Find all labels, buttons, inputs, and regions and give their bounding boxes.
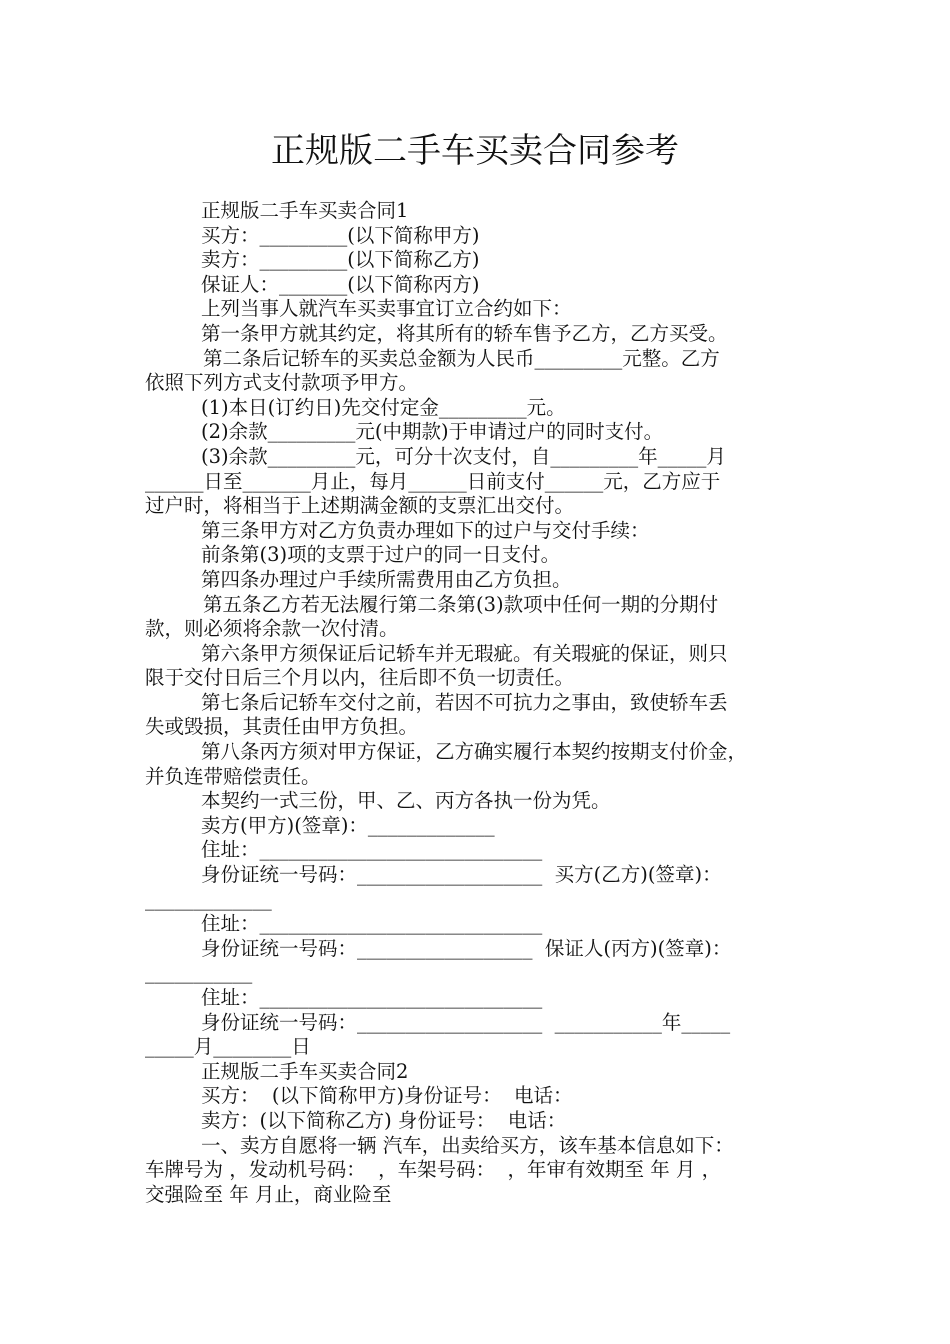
contract-2-clause-1-cont-line: 车牌号为 ，发动机号码： ，车架号码： ，年审有效期至 年 月 ， bbox=[145, 1158, 722, 1182]
buyer-line: 买方：_________(以下简称甲方) bbox=[201, 223, 480, 247]
seller-line: 卖方：_________(以下简称乙方) bbox=[201, 248, 480, 272]
seller-signature-line: 卖方(甲方)(签章)：_____________ bbox=[201, 813, 495, 837]
payment-2-line: (2)余款_________元(中期款)于申请过户的同时支付。 bbox=[201, 420, 664, 444]
article-6-line: 第六条甲方须保证后记轿车并无瑕疵。有关瑕疵的保证，则只 bbox=[201, 641, 728, 665]
article-3-detail-line: 前条第(3)项的支票于过户的同一日支付。 bbox=[201, 543, 561, 567]
payment-1-line: (1)本日(订约日)先交付定金_________元。 bbox=[201, 395, 566, 419]
article-8-line: 第八条丙方须对甲方保证，乙方确实履行本契约按期支付价金， bbox=[201, 740, 748, 764]
article-7-line: 第七条后记轿车交付之前，若因不可抗力之事由，致使轿车丢 bbox=[201, 690, 728, 714]
article-4-line: 第四条办理过户手续所需费用由乙方负担。 bbox=[201, 567, 572, 591]
article-7-cont-line: 失或毁损，其责任由甲方负担。 bbox=[145, 715, 419, 739]
copies-line: 本契约一式三份，甲、乙、丙方各执一份为凭。 bbox=[201, 789, 611, 813]
buyer-signature-blank-line: _____________ bbox=[145, 887, 272, 911]
article-8-cont-line: 并负连带赔偿责任。 bbox=[145, 764, 321, 788]
article-5-cont-line: 款，则必须将余款一次付清。 bbox=[145, 617, 399, 641]
buyer-id-line: 身份证统一号码：__________________ 保证人(丙方)(签章)： bbox=[201, 936, 732, 960]
article-3-line: 第三条甲方对乙方负责办理如下的过户与交付手续： bbox=[201, 518, 650, 542]
guarantor-id-line: 身份证统一号码：___________________ ___________年_____ bbox=[201, 1010, 731, 1034]
contract-1-heading: 正规版二手车买卖合同1 bbox=[201, 199, 409, 222]
seller-address-line: 住址：_____________________________ bbox=[201, 838, 543, 862]
payment-3-cont2-line: 过户时，将相当于上述期满金额的支票汇出交付。 bbox=[145, 494, 575, 518]
contract-2-clause-1-cont2-line: 交强险至 年 月止，商业险至 bbox=[145, 1182, 392, 1206]
article-1-line: 第一条甲方就其约定，将其所有的轿车售予乙方，乙方买受。 bbox=[201, 321, 728, 345]
contract-2-buyer-line: 买方： (以下简称甲方)身份证号： 电话： bbox=[201, 1084, 573, 1108]
article-2-cont-line: 依照下列方式支付款项予甲方。 bbox=[145, 371, 419, 395]
document-body bbox=[145, 199, 810, 1207]
contract-2-clause-1-line: 一、卖方自愿将一辆 汽车，出卖给买方，该车基本信息如下： bbox=[201, 1133, 734, 1157]
document-title: 正规版二手车买卖合同参考 bbox=[271, 131, 679, 171]
guarantor-signature-blank-line: ___________ bbox=[145, 961, 253, 985]
date-line: _____月________日 bbox=[145, 1035, 311, 1059]
article-5-line: 第五条乙方若无法履行第二条第(3)款项中任何一期的分期付 bbox=[203, 592, 719, 616]
preamble-line: 上列当事人就汽车买卖事宜订立合约如下： bbox=[201, 297, 572, 321]
seller-id-line: 身份证统一号码：___________________ 买方(乙方)(签章)： bbox=[201, 863, 722, 887]
buyer-address-line: 住址：_____________________________ bbox=[201, 912, 543, 936]
contract-2-heading: 正规版二手车买卖合同2 bbox=[201, 1059, 409, 1083]
payment-3-cont-line: ______日至_______月止，每月______日前支付______元，乙方应于 bbox=[145, 469, 721, 493]
article-6-cont-line: 限于交付日后三个月以内，往后即不负一切责任。 bbox=[145, 666, 575, 690]
payment-3-line: (3)余款_________元，可分十次支付，自_________年_____月 bbox=[201, 444, 726, 468]
guarantor-address-line: 住址：_____________________________ bbox=[201, 986, 543, 1009]
guarantor-line: 保证人：_______(以下简称丙方) bbox=[201, 272, 480, 296]
article-2-line: 第二条后记轿车的买卖总金额为人民币_________元整。乙方 bbox=[203, 346, 720, 370]
contract-2-seller-line: 卖方：(以下简称乙方) 身份证号： 电话： bbox=[201, 1108, 567, 1132]
